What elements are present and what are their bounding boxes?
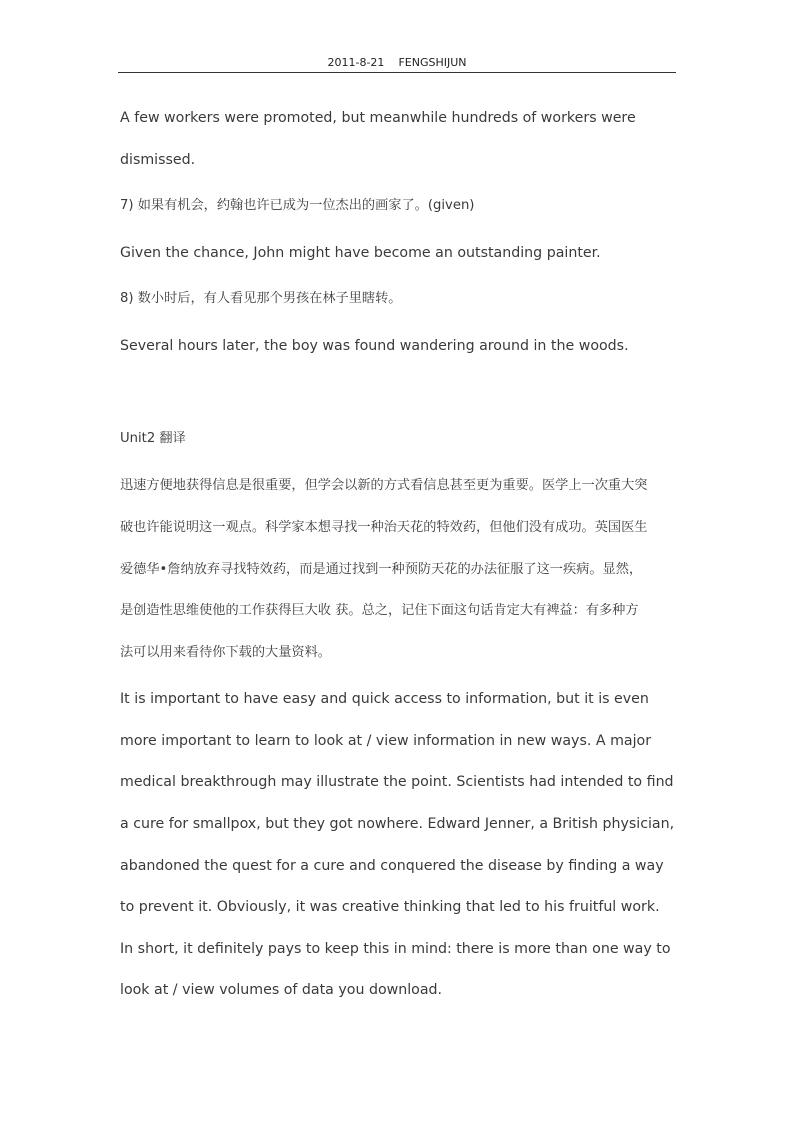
header-date: 2011-8-21 bbox=[327, 56, 385, 69]
exercise-8-prompt: 8) 数小时后，有人看见那个男孩在林子里瞎转。 bbox=[120, 291, 402, 306]
translation-line: dismissed. bbox=[120, 152, 196, 168]
translation-line: A few workers were promoted, but meanwhile hundreds of workers were bbox=[120, 110, 636, 126]
english-paragraph-line: abandoned the quest for a cure and conquered the disease by finding a way bbox=[120, 858, 664, 874]
english-paragraph-line: more important to learn to look at / view information in new ways. A major bbox=[120, 733, 652, 749]
section-heading-unit2: Unit2 翻译 bbox=[120, 431, 186, 446]
english-paragraph-line: to prevent it. Obviously, it was creative thinking that led to his fruitful work. bbox=[120, 899, 660, 915]
english-paragraph-line: a cure for smallpox, but they got nowhere. Edward Jenner, a British physician, bbox=[120, 816, 675, 832]
chinese-paragraph-line: 迅速方便地获得信息是很重要，但学会以新的方式看信息甚至更为重要。医学上一次重大突 bbox=[120, 478, 648, 493]
english-paragraph-line: medical breakthrough may illustrate the point. Scientists had intended to find bbox=[120, 774, 674, 790]
english-paragraph-line: look at / view volumes of data you download. bbox=[120, 982, 443, 998]
chinese-paragraph-line: 是创造性思维使他的工作获得巨大收 获。总之，记住下面这句话肯定大有裨益：有多种方 bbox=[120, 603, 639, 618]
english-paragraph-line: In short, it definitely pays to keep this in mind: there is more than one way to bbox=[120, 941, 671, 957]
chinese-paragraph-line: 法可以用来看待你下载的大量资料。 bbox=[120, 645, 331, 660]
exercise-7-answer: Given the chance, John might have become an outstanding painter. bbox=[120, 245, 601, 261]
exercise-7-prompt: 7) 如果有机会，约翰也许已成为一位杰出的画家了。(given) bbox=[120, 198, 475, 213]
exercise-8-answer: Several hours later, the boy was found wandering around in the woods. bbox=[120, 338, 629, 354]
header-author: FENGSHIJUN bbox=[398, 56, 467, 69]
chinese-paragraph-line: 爱德华•詹纳放弃寻找特效药，而是通过找到一种预防天花的办法征服了这一疾病。显然， bbox=[120, 562, 643, 577]
chinese-paragraph-line: 破也许能说明这一观点。科学家本想寻找一种治天花的特效药，但他们没有成功。英国医生 bbox=[120, 520, 648, 535]
english-paragraph-line: It is important to have easy and quick access to information, but it is even bbox=[120, 691, 649, 707]
page-header bbox=[118, 54, 676, 73]
